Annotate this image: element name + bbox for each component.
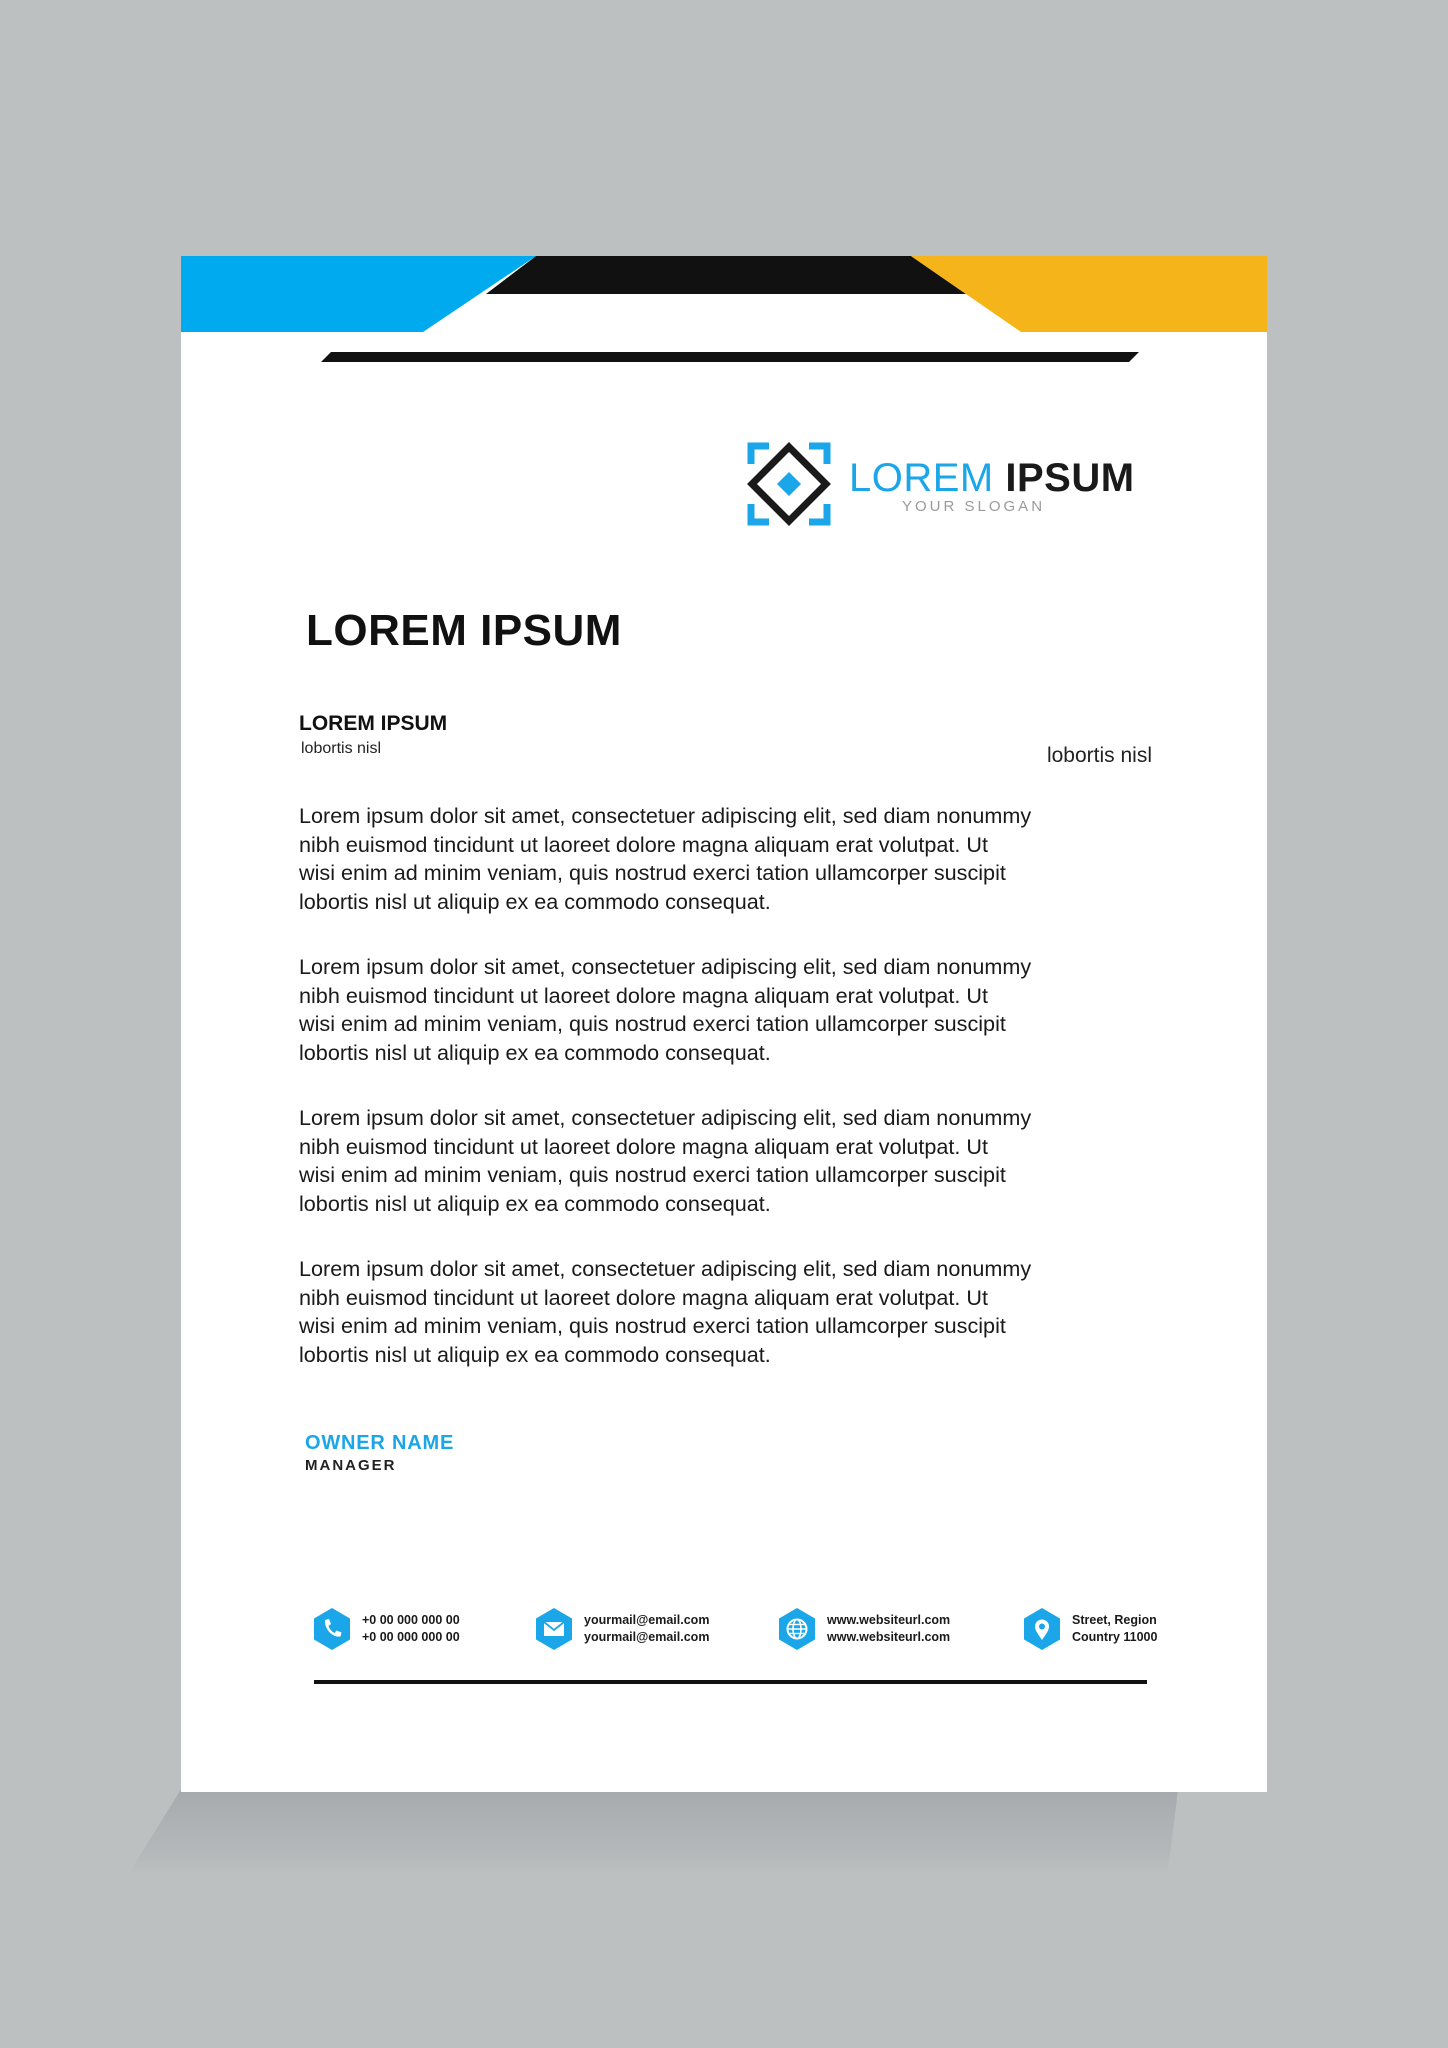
- header-underline-bar: [321, 352, 1139, 362]
- company-logo: [747, 442, 1187, 536]
- contact-website-text: [827, 1612, 950, 1646]
- contact-address-text: [1072, 1612, 1157, 1646]
- logo-word-1: LOREM: [849, 456, 994, 500]
- body-paragraph: Lorem ipsum dolor sit amet, consectetuer adipiscing elit, sed diam nonummy nibh euismod tincidunt ut laoreet dolore magna aliquam erat volutpat. Ut wisi enim ad minim veniam, quis nostrud exerci tation ullamcorper suscipit lobortis nisl ut aliquip ex ea commodo consequat.: [299, 1256, 1032, 1367]
- location-pin-icon: [1022, 1607, 1062, 1651]
- letterhead-page: [181, 256, 1267, 1792]
- contact-address: [1022, 1606, 1157, 1652]
- footer-divider: [314, 1680, 1147, 1684]
- header-decoration: [181, 256, 1267, 366]
- body-paragraph: Lorem ipsum dolor sit amet, consectetuer adipiscing elit, sed diam nonummy nibh euismod tincidunt ut laoreet dolore magna aliquam erat volutpat. Ut wisi enim ad minim veniam, quis nostrud exerci tation ullamcorper suscipit lobortis nisl ut aliquip ex ea commodo consequat.: [299, 1105, 1032, 1216]
- website-line-1: www.websiteurl.com: [827, 1613, 951, 1627]
- email-line-2: yourmail@email.com: [584, 1630, 710, 1644]
- address-line-2: Country 11000: [1072, 1630, 1158, 1644]
- diamond-logo-icon: [747, 442, 831, 526]
- logo-wordmark: [849, 456, 1135, 500]
- body-paragraph: Lorem ipsum dolor sit amet, consectetuer adipiscing elit, sed diam nonummy nibh euismod tincidunt ut laoreet dolore magna aliquam erat volutpat. Ut wisi enim ad minim veniam, quis nostrud exerci tation ullamcorper suscipit lobortis nisl ut aliquip ex ea commodo consequat.: [299, 803, 1032, 914]
- contact-email: [534, 1606, 709, 1652]
- owner-role: MANAGER: [305, 1457, 397, 1474]
- email-line-1: yourmail@email.com: [584, 1613, 710, 1627]
- header-black-band: [486, 256, 966, 294]
- body-paragraph: Lorem ipsum dolor sit amet, consectetuer adipiscing elit, sed diam nonummy nibh euismod tincidunt ut laoreet dolore magna aliquam erat volutpat. Ut wisi enim ad minim veniam, quis nostrud exerci tation ullamcorper suscipit lobortis nisl ut aliquip ex ea commodo consequat.: [299, 954, 1032, 1065]
- website-line-2: www.websiteurl.com: [827, 1630, 951, 1644]
- logo-word-2: IPSUM: [1005, 456, 1135, 500]
- contact-phone-text: [362, 1612, 460, 1646]
- recipient-name: LOREM IPSUM: [299, 712, 448, 735]
- contact-email-text: [584, 1612, 709, 1646]
- recipient-subtitle: lobortis nisl: [301, 740, 382, 757]
- page-shadow: [128, 1790, 1178, 1875]
- header-blue-band: [181, 256, 536, 332]
- mail-icon: [534, 1607, 574, 1651]
- phone-line-2: +0 00 000 000 00: [362, 1630, 460, 1644]
- date-line: lobortis nisl: [1046, 744, 1152, 767]
- document-title: LOREM IPSUM: [306, 606, 622, 655]
- logo-slogan: YOUR SLOGAN: [902, 498, 1046, 515]
- contact-website: [777, 1606, 950, 1652]
- letter-body: [299, 802, 1159, 1406]
- owner-name: OWNER NAME: [305, 1432, 455, 1454]
- phone-line-1: +0 00 000 000 00: [362, 1613, 460, 1627]
- contact-phone: [312, 1606, 460, 1652]
- phone-icon: [312, 1607, 352, 1651]
- globe-icon: [777, 1607, 817, 1651]
- address-line-1: Street, Region: [1072, 1613, 1157, 1627]
